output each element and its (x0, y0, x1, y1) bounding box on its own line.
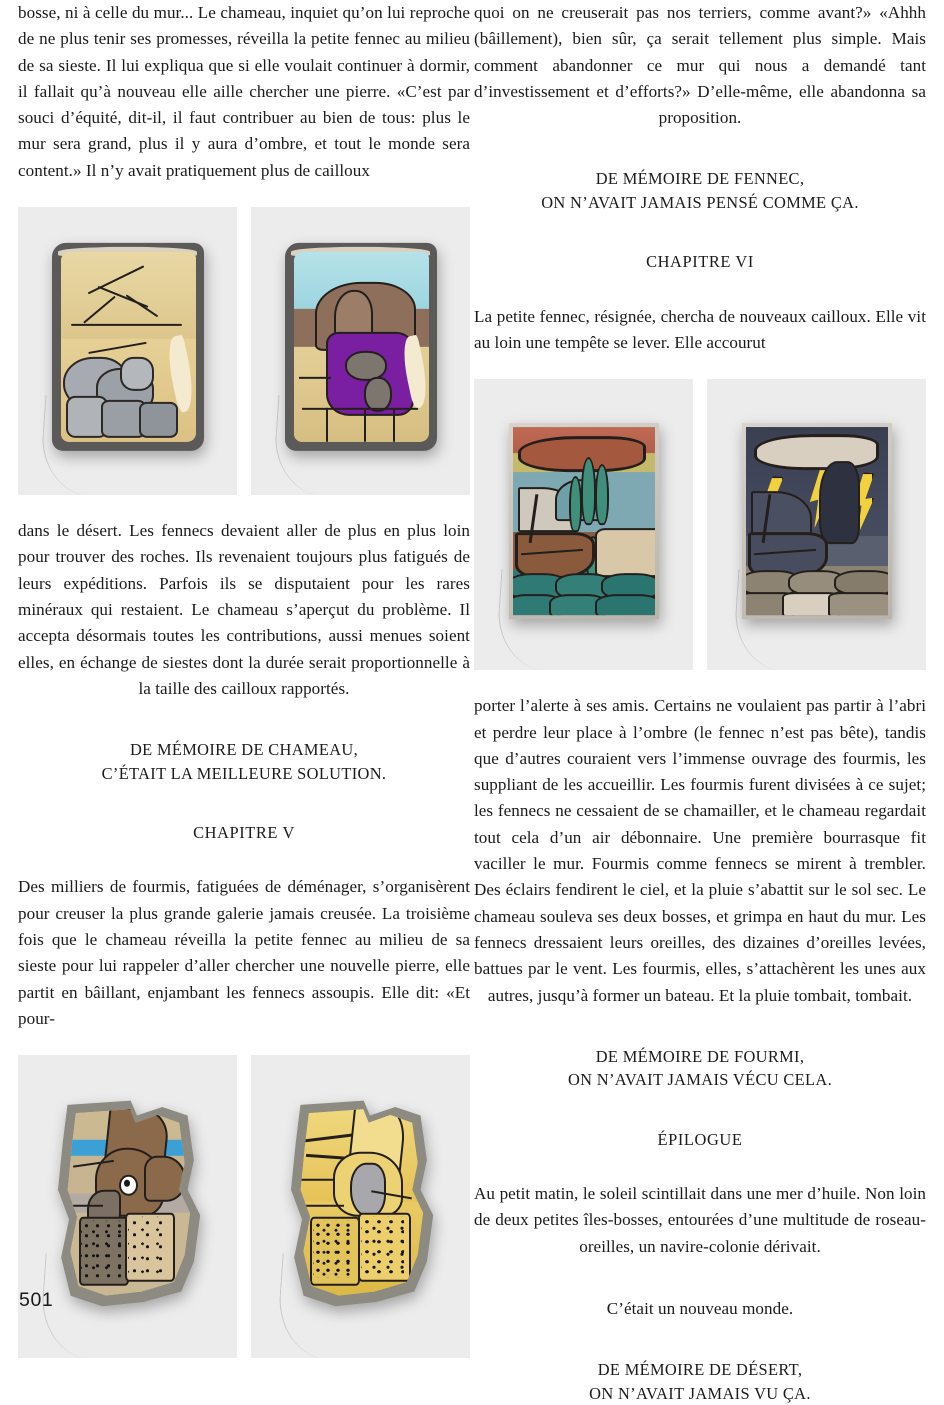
right-closing-line: C’était un nouveau monde. (606, 1298, 794, 1318)
spacer (474, 131, 926, 167)
relief-artwork-surface (294, 252, 429, 442)
relief-plaque (282, 1096, 440, 1308)
right-refrain-2-line-1: DE MÉMOIRE DE FOURMI, (595, 1046, 805, 1066)
figure-pair-left-bottom (18, 1055, 470, 1358)
spacer (474, 274, 926, 304)
spacer (474, 1009, 926, 1045)
relief-artwork-surface (293, 1105, 429, 1297)
spacer (474, 1260, 926, 1296)
figure-relief-boat-storm-lightning (707, 379, 926, 670)
left-chapter-heading: CHAPITRE V (193, 822, 295, 842)
relief-plaque (509, 423, 659, 619)
relief-plaque (52, 243, 204, 451)
spacer (474, 670, 926, 693)
relief-artwork-surface (61, 252, 196, 442)
figure-pair-left-top (18, 207, 470, 495)
figure-relief-sand-dune-rocks (18, 207, 237, 495)
irregular-tablet (282, 1096, 440, 1308)
figure-relief-boat-oasis-daylight (474, 379, 693, 670)
spacer (18, 184, 470, 207)
spacer (474, 1092, 926, 1128)
right-refrain-1-line-1: DE MÉMOIRE DE FENNEC, (595, 169, 805, 189)
right-paragraph-2: La petite fennec, résignée, chercha de nouveaux cailloux. Elle vit au loin une tempête se lever. Elle accourut (474, 306, 926, 352)
spacer (18, 1032, 470, 1055)
stone-tablet-frame (285, 243, 437, 451)
figure-pair-right (474, 379, 926, 670)
left-paragraph-2: dans le désert. Les fennecs devaient aller de plus en plus loin pour trouver des roches. Ils revenaient toujours plus fatigués de leurs expéditions. Parfois ils se disputaient pour les rares minéraux qui restaient. Le chameau s’aperçut du problème. Il accepta désormais toutes les contributions, aussi menues soient elles, en échange de siestes dont la durée serait proportionnelle à la taille des cailloux rapportés. (18, 521, 470, 698)
spacer (474, 214, 926, 250)
right-epilogue-heading: ÉPILOGUE (657, 1129, 743, 1149)
panel-frame (742, 423, 892, 619)
irregular-tablet (49, 1096, 207, 1308)
right-paragraph-3: porter l’alerte à ses amis. Certains ne voulaient pas partir à l’abri et perdre leur place à l’ombre (le fennec n’est pas bête), tandis que d’autres couraient vers l’immense ouvrage des fourmis, les suppliant de les accueillir. Les fourmis furent divisées à ce sujet; les fennecs ne cessaient de se chamailler, et le chameau regardait tout cela d’un air débonnaire. Une première bourrasque fit vaciller le mur. Fourmis comme fennecs se mirent à trembler. Des éclairs fendirent le ciel, et la pluie s’abattit sur le sol sec. Le chameau souleva ses deux bosses, et grimpa en haut du mur. Les fennecs dressaient leurs oreilles, des dizaines d’oreilles levées, battues par le vent. Les fourmis, elles, s’attachèrent les unes aux autres, jusqu’à former un bateau. Et la pluie tombait, tombait. (474, 696, 926, 1005)
relief-plaque (742, 423, 892, 619)
relief-artwork-surface (513, 427, 655, 615)
spacer (474, 1322, 926, 1358)
figure-relief-golden-dune-ants (251, 1055, 470, 1358)
right-paragraph-4: Au petit matin, le soleil scintillait dans une mer d’huile. Non loin de deux petites îles-bosses, entourées d’une multitude de roseau-oreilles, un navire-colonie dérivait. (474, 1184, 926, 1256)
spacer (474, 1151, 926, 1181)
right-column (474, 0, 926, 1405)
right-refrain-2-line-2: ON N’AVAIT JAMAIS VÉCU CELA. (567, 1070, 833, 1090)
page-number: 501 (19, 1289, 54, 1311)
figure-relief-camel-head-ants (18, 1055, 237, 1358)
spacer (18, 785, 470, 821)
right-refrain-3-line-2: ON N’AVAIT JAMAIS VU ÇA. (589, 1383, 811, 1403)
stone-tablet-frame (52, 243, 204, 451)
figure-relief-sand-dune-purple-shadow (251, 207, 470, 495)
left-paragraph-3: Des milliers de fourmis, fatiguées de déménager, s’organisèrent pour creuser la plus grande galerie jamais creusée. La troisième fois que le chameau réveilla la petite fennec au milieu de sa sieste pour lui rappeler d’aller chercher une nouvelle pierre, elle partit en bâillant, enjambant les fennecs assoupis. Elle dit: «Et pour- (18, 877, 470, 1028)
relief-artwork-surface (746, 427, 888, 615)
right-paragraph-1: quoi on ne creuserait pas nos terriers, comme avant?» «Ahhh (bâillement), bien sûr, ça serait tellement plus simple. Mais comment abandonner ce mur qui nous a demandé tant d’investissement et d’efforts?» D’elle-même, elle abandonna sa proposition. (474, 3, 926, 128)
left-paragraph-1: bosse, ni à celle du mur... Le chameau, inquiet qu’on lui reproche de ne plus tenir ses promesses, réveilla la petite fennec au milieu de sa sieste. Il lui expliqua que si elle voulait continuer à dormir, il fallait qu’à nouveau elle aille chercher une pierre. «C’est par souci d’équité, dit-il, il faut contribuer au bien de tous: plus le mur sera grand, plus il y aura d’ombre, et tout le monde sera content.» Il n’y avait pratiquement plus de cailloux (18, 3, 470, 180)
left-refrain-line-2: C’ÉTAIT LA MEILLEURE SOLUTION. (101, 763, 387, 783)
spacer (18, 495, 470, 518)
relief-artwork-surface (60, 1105, 196, 1297)
panel-frame (509, 423, 659, 619)
relief-plaque (49, 1096, 207, 1308)
left-column (18, 0, 470, 1358)
right-refrain-3-line-1: DE MÉMOIRE DE DÉSERT, (597, 1360, 803, 1380)
right-refrain-1-line-2: ON N’AVAIT JAMAIS PENSÉ COMME ÇA. (541, 192, 859, 212)
left-refrain-line-1: DE MÉMOIRE DE CHAMEAU, (129, 740, 359, 760)
relief-plaque (285, 243, 437, 451)
right-chapter-heading: CHAPITRE VI (646, 252, 754, 272)
spacer (474, 356, 926, 379)
spacer (18, 702, 470, 738)
spacer (18, 844, 470, 874)
